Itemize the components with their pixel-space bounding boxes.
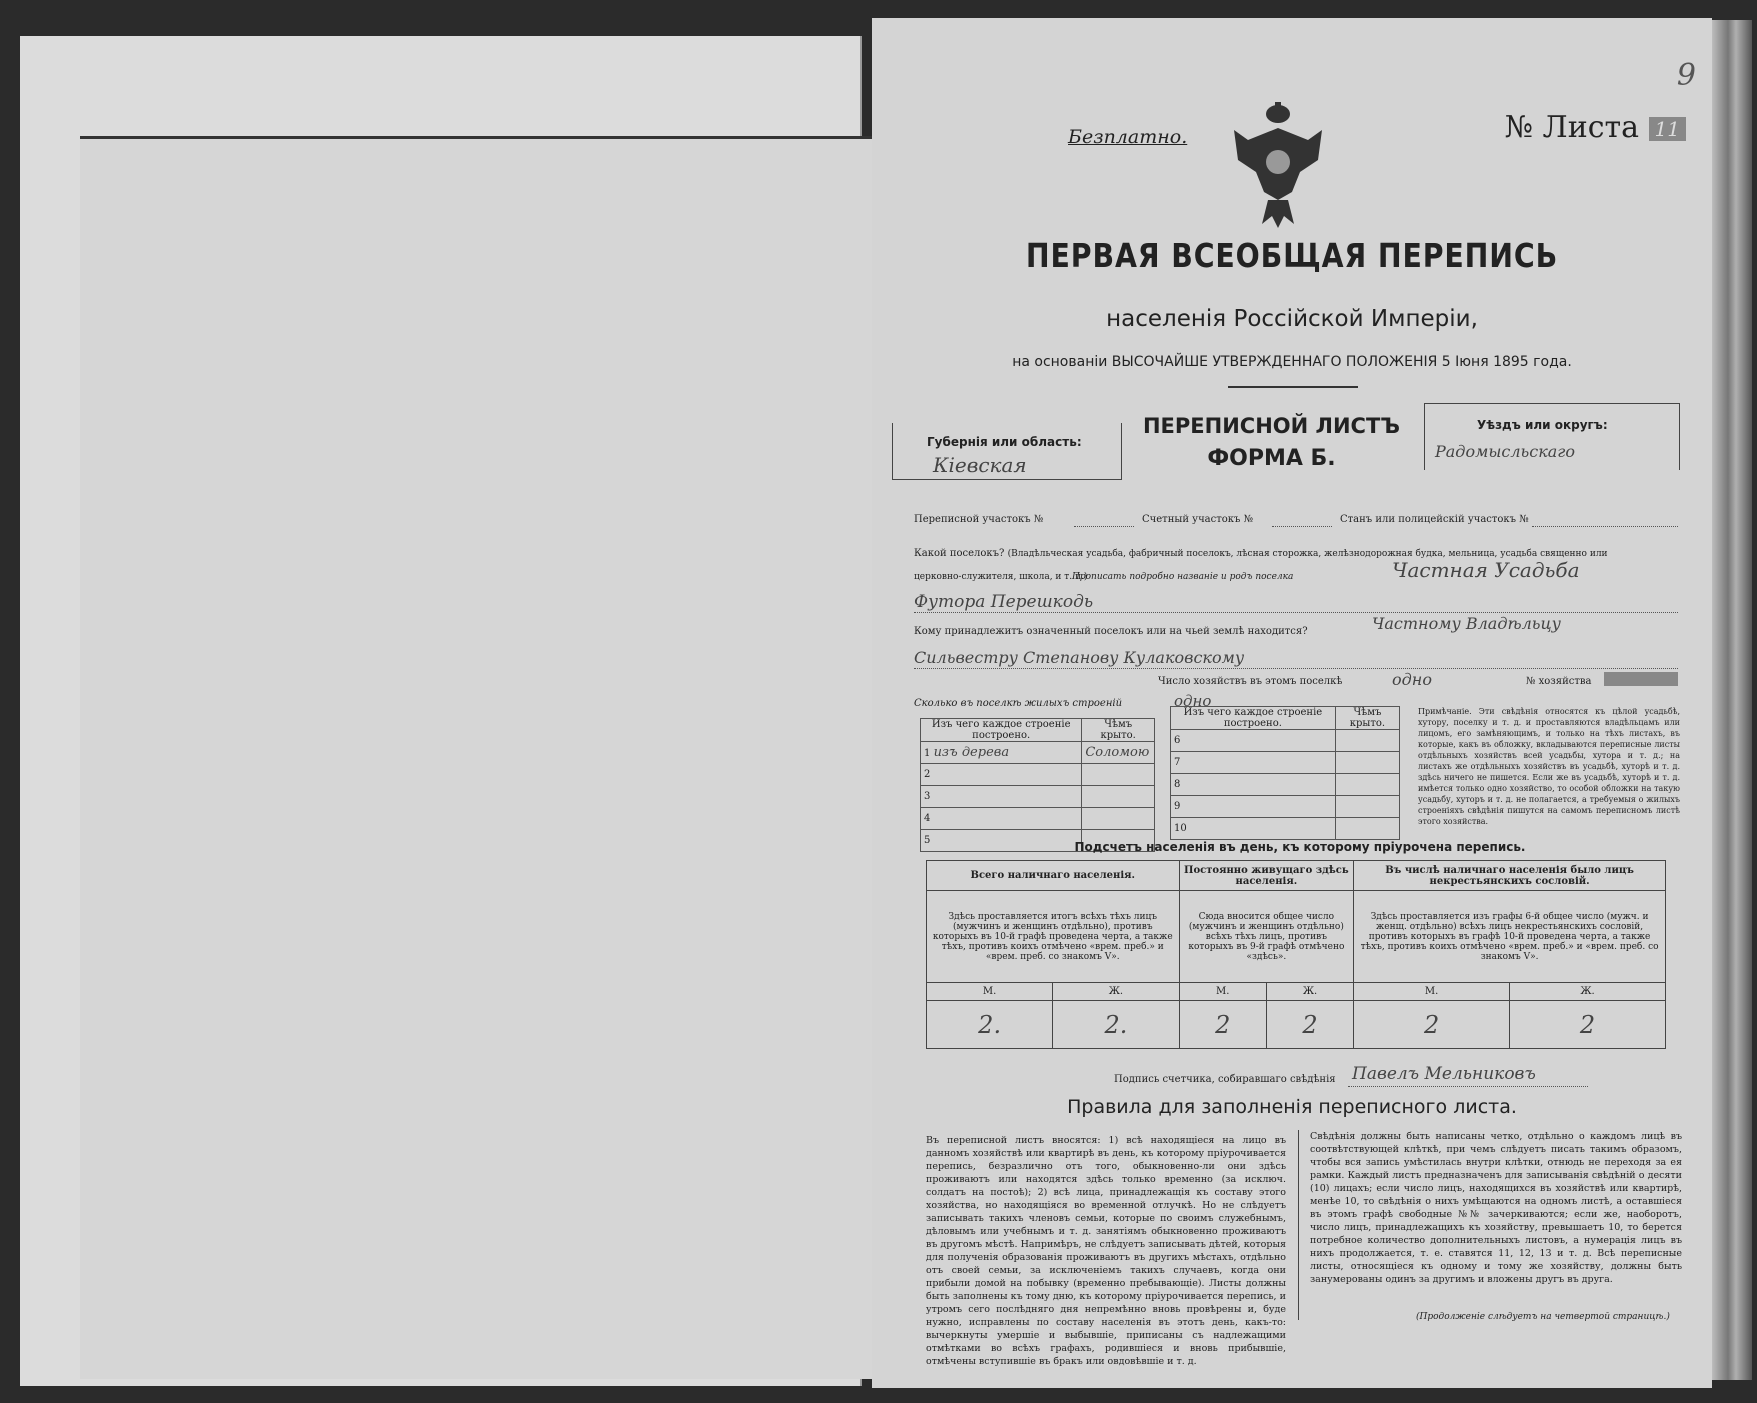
counting-district-line [1272,526,1332,527]
row-roof [1335,796,1399,818]
households-label: Число хозяйствъ въ этомъ поселкѣ [1158,676,1343,687]
row-roof [1335,774,1399,796]
buildings-note: Примѣчаніе. Эти свѣдѣнія относятся къ цѣлой усадьбѣ, хутору, поселку и т. д. и проставляются владѣльцамъ или лицомъ, его замѣняющимъ, и только на тѣхъ листахъ, въ которые, какъ въ обложку, вкладываются переписные листы отдѣльныхъ хозяйствъ всей усадьбы, хутора и т. д.; на листахъ же отдѣльныхъ хозяйствъ въ усадьбѣ, хуторѣ и т. д. здѣсь ничего не пишется. Если же въ усадьбѣ, хуторѣ и т. д. имѣется только одно хозяйство, то особой обложки на такую усадьбу, хуторъ и т. д. не полагается, а требуемыя о жилыхъ строеніяхъ свѣдѣнія пишутся на самомъ переписномъ листѣ этого хозяйства. [1418,707,1680,826]
stan-line [1532,526,1678,527]
sheet-number-label: № Листа [1504,110,1639,145]
row-number: 3 [921,786,1082,808]
pop-m-label: М. [1354,983,1510,1001]
population-table [926,860,1666,1049]
census-form-page [872,18,1712,1388]
row-number: 9 [1171,796,1336,818]
table-row [1171,730,1400,752]
sheet-number-value: 11 [1649,117,1686,141]
table-row [921,742,1155,764]
free-label: Безплатно. [1068,126,1188,148]
owner-value-2: Сильвестру Степанову Кулаковскому [914,648,1245,667]
document-title: ПЕРВАЯ ВСЕОБЩАЯ ПЕРЕПИСЬ [1025,236,1559,275]
pop-col-1-desc: Здѣсь проставляется итогъ всѣхъ тѣхъ лицъ (мужчинъ и женщинъ отдѣльно), противъ которыхъ въ 10-й графѣ проведена черта, а также тѣхъ, противъ коихъ отмѣчено «врем. преб.» и «врем. преб. со знакомъ V». [927,891,1180,983]
buildings-col-roof-right: Чѣмъ крыто. [1335,707,1399,730]
pop-col-2-title: Постоянно живущаго здѣсь населенія. [1179,861,1354,891]
row-material: изъ дерева [933,745,1010,760]
left-page [20,36,862,1386]
settlement-value-2: Футора Перешкодь [914,592,1094,612]
pop-m-label: М. [927,983,1053,1001]
sheet-title: ПЕРЕПИСНОЙ ЛИСТЪ [1142,414,1400,438]
row-number: 10 [1171,818,1336,840]
pop-total-female: 2. [1053,1001,1179,1049]
pop-col-1-title: Всего наличнаго населенія. [927,861,1180,891]
signature-value: Павелъ Мельниковъ [1352,1064,1536,1084]
signature-line [1348,1086,1588,1087]
row-number: 5 [921,830,1082,852]
pop-m-label: М. [1179,983,1266,1001]
row-number: 4 [921,808,1082,830]
row-roof [1082,786,1155,808]
table-row [921,786,1155,808]
rules-left-column: Въ переписной листъ вносятся: 1) всѣ находящіеся на лицо въ данномъ хозяйствѣ или квартирѣ въ день, къ которому пріурочивается перепись, безразлично отъ того, обыкновенно-ли они здѣсь проживаютъ или находятся здѣсь только временно (за исключ. солдатъ на постоѣ); 2) всѣ лица, принадлежащія къ составу этого хозяйства, но находящіяся во временной отлучкѣ. Но не слѣдуетъ записывать такихъ членовъ семьи, которые по своимъ служебнымъ, дѣловымъ или учебнымъ и т. д. занятіямъ обыкновенно проживаютъ въ другомъ мѣстѣ. Напримѣръ, не слѣдуетъ записывать дѣтей, которыя для полученія образованія проживаютъ въ другихъ мѣстахъ, отдѣльно отъ своей семьи, за исключеніемъ такихъ случаевъ, когда они прибыли домой на побывку (временно пребывающіе). Листы должны быть заполнены къ тому дню, къ которому пріурочивается перепись, и утромъ сего послѣдняго дня непремѣнно вновь провѣрены и, буде нужно, исправлены по составу населенія въ этотъ день, какъ-то: вычеркнуты умершіе и выбывшіе, приписаны съ надлежащими отмѣтками во всѣхъ графахъ, родившіеся и вновь прибывшіе, отмѣчены вступившіе въ бракъ или овдовѣвшіе и т. д. [926,1135,1286,1367]
row-number: 7 [1171,752,1336,774]
signature-label: Подпись счетчика, собиравшаго свѣдѣнія [1114,1074,1336,1085]
buildings-col-roof: Чѣмъ крыто. [1082,719,1155,742]
uezd-box [1424,403,1680,470]
pop-nonpeasant-female: 2 [1510,1001,1666,1049]
buildings-col-material: Изъ чего каждое строеніе построено. [921,719,1082,742]
buildings-table-left [920,718,1155,852]
row-roof [1082,764,1155,786]
guberniya-box [892,423,1122,480]
pop-permanent-male: 2 [1179,1001,1266,1049]
pop-f-label: Ж. [1510,983,1666,1001]
settlement-hint: (Владѣльческая усадьба, фабричный поселокъ, лѣсная сторожка, желѣзнодорожная будка, мельница, усадьба священно или [1007,549,1608,559]
buildings-table-right [1170,706,1400,840]
inserted-blank-sheet [80,136,875,1379]
table-row [921,764,1155,786]
table-row [1171,752,1400,774]
row-roof [1082,808,1155,830]
pop-f-label: Ж. [1266,983,1353,1001]
pop-col-3-title: Въ числѣ наличнаго населенія было лицъ некрестьянскихъ сословій. [1354,861,1666,891]
row-roof: Соломою [1082,742,1155,764]
rules-continued: (Продолженіе слѣдуетъ на четвертой страницѣ.) [1416,1312,1670,1322]
pop-total-male: 2. [927,1001,1053,1049]
rules-heading: Правила для заполненія переписного листа. [1067,1096,1517,1118]
row-number: 8 [1171,774,1336,796]
settlement-label: Какой поселокъ? [914,548,1005,559]
row-roof [1335,730,1399,752]
row-number: 6 [1171,730,1336,752]
uezd-label: Уѣздъ или округъ: [1477,418,1608,432]
settlement-line [914,612,1678,613]
pop-col-3-desc: Здѣсь проставляется изъ графы 6-й общее число (мужч. и женщ. отдѣльно) всѣхъ лицъ некрестьянскихъ сословій, противъ которыхъ въ графѣ 10-й проведена черта, а также тѣхъ, противъ коихъ отмѣчено «врем. преб.» и «врем. преб. со знакомъ V». [1354,891,1666,983]
guberniya-label: Губернія или область: [927,435,1082,449]
counting-district-field: Счетный участокъ № [1142,514,1254,525]
title-divider [1228,386,1358,388]
document-basis: на основаніи ВЫСОЧАЙШЕ УТВЕРЖДЕННАГО ПОЛОЖЕНІЯ 5 Іюня 1895 года. [1012,354,1572,370]
pop-f-label: Ж. [1053,983,1179,1001]
rules-divider [1298,1130,1299,1320]
row-roof [1335,818,1399,840]
pop-nonpeasant-male: 2 [1354,1001,1510,1049]
buildings-value: одно [1174,692,1212,710]
household-no-label: № хозяйства [1526,676,1592,687]
row-roof [1335,752,1399,774]
guberniya-value: Кіевская [933,453,1027,477]
rules-right-column: Свѣдѣнія должны быть написаны четко, отдѣльно о каждомъ лицѣ въ соотвѣтствующей клѣткѣ, при чемъ слѣдуетъ писать такимъ образомъ, чтобы вся запись умѣстилась внутри клѣтки, отнюдь не переходя за ея рамки. Каждый листъ предназначенъ для записыванія свѣдѣній о десяти (10) лицахъ; если число лицъ, находящихся въ хозяйствѣ или квартирѣ, менѣе 10, то свѣдѣнія о нихъ умѣщаются на одномъ листѣ, а оставшіеся въ этомъ графѣ свободные №№ зачеркиваются; если же, наоборотъ, число лицъ, принадлежащихъ къ хозяйству, превышаетъ 10, то берется потребное количество дополнительныхъ листовъ, а нумерація лицъ въ нихъ продолжается, т. е. ставятся 11, 12, 13 и т. д. Всѣ переписные листы, относящіеся къ одному и тому же хозяйству, должны быть занумерованы одинъ за другимъ и вложены другъ въ друга. [1310,1131,1682,1285]
owner-label: Кому принадлежитъ означенный поселокъ или на чьей землѣ находится? [914,626,1308,637]
settlement-hint-2: церковно-служителя, школа, и т. п.) [914,572,1088,582]
census-district-field: Переписной участокъ № [914,514,1044,525]
owner-line [914,668,1678,669]
page-number: 9 [1676,58,1696,93]
table-row [1171,796,1400,818]
buildings-col-material-right: Изъ чего каждое строеніе построено. [1171,707,1336,730]
pop-permanent-female: 2 [1266,1001,1353,1049]
sheet-number [1505,110,1686,145]
uezd-value: Радомысльскаго [1435,442,1576,461]
page-edges [1712,20,1752,1380]
settlement-value: Частная Усадьба [1392,558,1580,582]
imperial-eagle-emblem [1228,100,1328,230]
table-row [921,808,1155,830]
census-district-line [1074,526,1134,527]
stan-field: Станъ или полицейскій участокъ № [1340,514,1529,525]
table-row [1171,818,1400,840]
buildings-label: Сколько въ поселкѣ жилыхъ строеній [914,698,1123,709]
row-number: 2 [921,764,1082,786]
household-no-value-box [1604,672,1678,686]
document-subtitle: населенія Россійской Имперіи, [1106,306,1478,332]
settlement-hint-3: Прописать подробно названіе и родъ поселка [1072,572,1294,582]
table-row [1171,774,1400,796]
owner-value: Частному Владѣльцу [1372,614,1561,633]
row-number: 1 [924,748,931,759]
form-name: ФОРМА Б. [1207,446,1336,471]
population-heading: Подсчетъ населенія въ день, къ которому пріурочена перепись. [1074,840,1526,854]
households-value: одно [1392,670,1432,689]
pop-col-2-desc: Сюда вносится общее число (мужчинъ и женщинъ отдѣльно) всѣхъ тѣхъ лицъ, противъ которыхъ въ 9-й графѣ отмѣчено «здѣсь». [1179,891,1354,983]
